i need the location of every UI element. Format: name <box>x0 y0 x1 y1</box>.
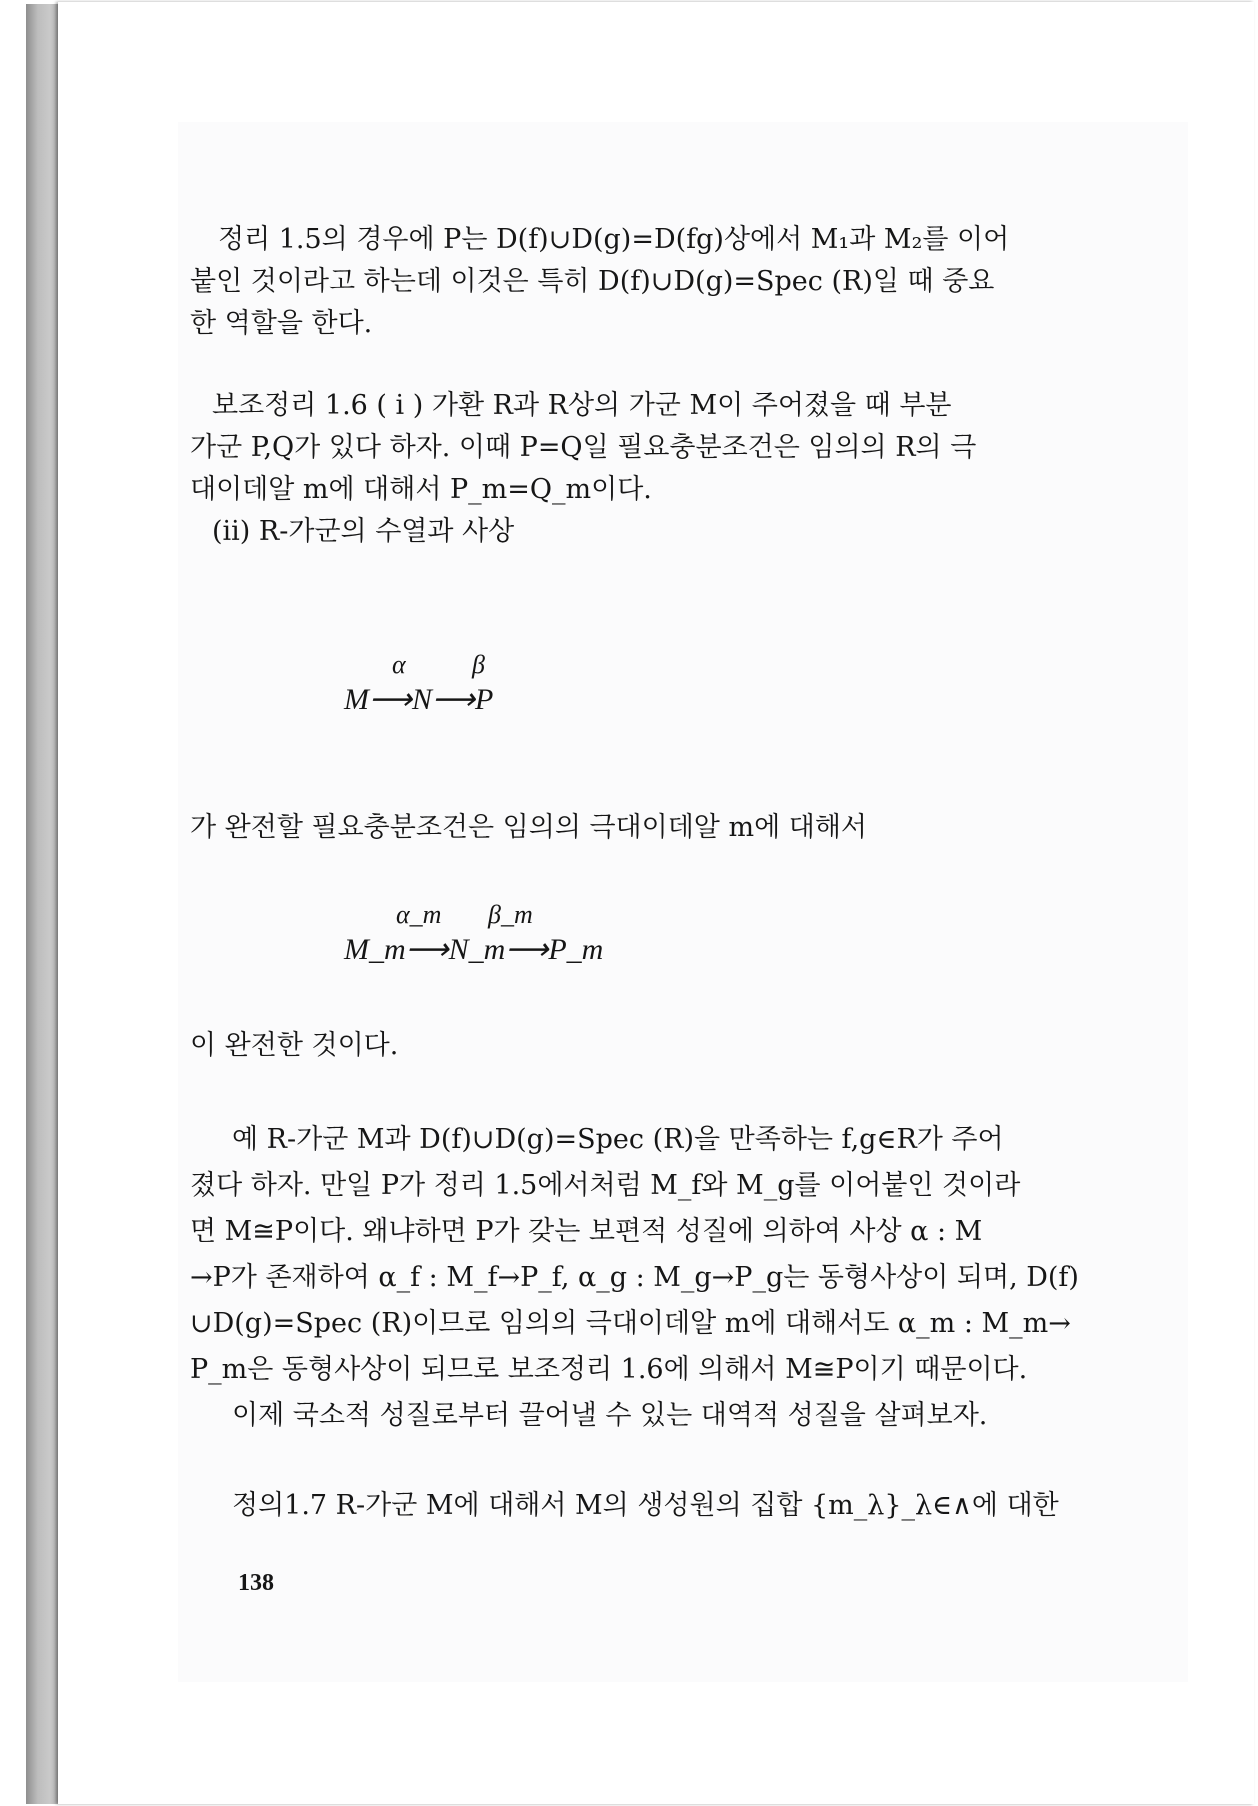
text-line: 면 M≅P이다. 왜냐하면 P가 갖는 보편적 성질에 의하여 사상 α : M <box>190 1216 983 1247</box>
scan-area <box>178 122 1188 1682</box>
text-line: P_m은 동형사상이 되므로 보조정리 1.6에 의해서 M≅P이기 때문이다. <box>190 1354 1028 1385</box>
text-line: 이 완전한 것이다. <box>190 1030 399 1061</box>
text-line: →P가 존재하여 α_f : M_f→P_f, α_g : M_g→P_g는 동형사상이 되며, D(f) <box>190 1262 1079 1293</box>
text-line: 졌다 하자. 만일 P가 정리 1.5에서처럼 M_f와 M_g를 이어붙인 것이라 <box>190 1170 1021 1201</box>
text-line: 붙인 것이라고 하는데 이것은 특히 D(f)∪D(g)=Spec (R)일 때 중요 <box>190 266 995 297</box>
definition-1-7-line: 정의1.7 R-가군 M에 대해서 M의 생성원의 집합 {m_λ}_λ∈∧에 대한 <box>232 1490 1059 1521</box>
alpha-m-label: α_m <box>396 900 442 929</box>
alpha-label: α <box>392 650 406 679</box>
text-line: 이제 국소적 성질로부터 끌어낼 수 있는 대역적 성질을 살펴보자. <box>232 1400 988 1431</box>
sequence-text: M_m⟶N_m⟶P_m <box>344 933 604 966</box>
text-line: ∪D(g)=Spec (R)이므로 임의의 극대이데알 m에 대해서도 α_m : M_m→ <box>190 1308 1071 1339</box>
text-line: 정리 1.5의 경우에 P는 D(f)∪D(g)=D(fg)상에서 M₁과 M₂를 이어 <box>218 224 1010 255</box>
book-spine <box>26 4 60 1804</box>
text-line: 예 R-가군 M과 D(f)∪D(g)=Spec (R)을 만족하는 f,g∈R가 주어 <box>232 1124 1004 1155</box>
beta-label: β <box>472 650 485 679</box>
sequence-text: M⟶N⟶P <box>344 683 494 716</box>
text-line: 대이데알 m에 대해서 P_m=Q_m이다. <box>190 474 652 505</box>
beta-m-label: β_m <box>488 900 533 929</box>
text-line: (ii) R-가군의 수열과 사상 <box>212 516 515 547</box>
page-number: 138 <box>238 1570 274 1596</box>
lemma-heading-line: 보조정리 1.6 ( i ) 가환 R과 R상의 가군 M이 주어졌을 때 부분 <box>212 390 952 421</box>
text-line: 가군 P,Q가 있다 하자. 이때 P=Q일 필요충분조건은 임의의 R의 극 <box>190 432 977 463</box>
text-line: 한 역할을 한다. <box>190 308 373 339</box>
text-line: 가 완전할 필요충분조건은 임의의 극대이데알 m에 대해서 <box>190 812 867 843</box>
